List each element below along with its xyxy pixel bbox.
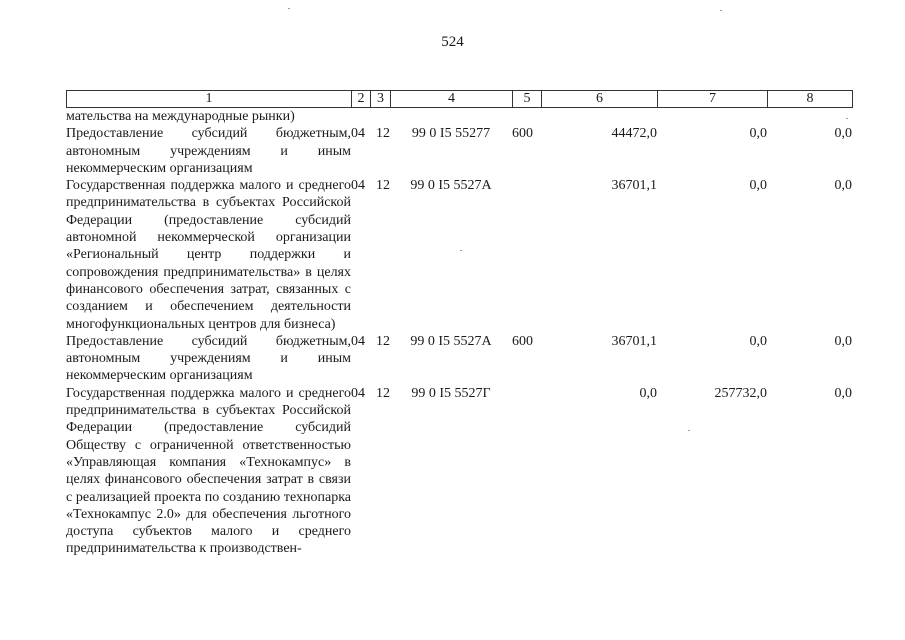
- row-section-code: 04: [351, 385, 365, 401]
- row-expense-type: [512, 385, 541, 558]
- row-amount-6: 0,0: [639, 385, 657, 401]
- table-row: [66, 385, 852, 558]
- row-expense-type: [512, 108, 541, 125]
- row-amount-6: 44472,0: [611, 126, 657, 142]
- scan-speck: [720, 10, 722, 11]
- row-amount-8: 0,0: [834, 178, 852, 194]
- row-description: Государственная поддержка малого и среднего предпринимательства в субъектах Российской Федерации (предоставление субсидий автономной некоммерческой организации «Региональный центр поддержки и сопровождения предпринимательства» в целях финансового обеспечения затрат, связанных с созданием и обеспечением деятельности многофункциональных центров для бизнеса): [66, 178, 351, 332]
- row-description: мательства на международные рынки): [66, 109, 295, 124]
- page-number: 524: [441, 34, 464, 50]
- table-row: [66, 333, 852, 385]
- row-amount-6: 36701,1: [611, 333, 657, 349]
- row-amount-7: 257732,0: [714, 385, 767, 401]
- row-description: Государственная поддержка малого и среднего предпринимательства в субъектах Российской Федерации (предоставление субсидий Обществу с ограниченной ответственностью «Управляющая компания «Технокампус» в целях финансового обеспечения затрат в связи с реализацией проекта по созданию технопарка «Технокампус 2.0» для обеспечения льготного доступа субъектов малого и среднего предпринимательства к производствен-: [66, 385, 351, 557]
- row-subsection-code: 12: [376, 333, 390, 349]
- row-section-code: 04: [351, 126, 365, 142]
- row-subsection-code: 12: [376, 178, 390, 194]
- row-amount-8: [767, 108, 852, 125]
- row-expense-type: 600: [512, 333, 533, 349]
- row-amount-8: 0,0: [834, 385, 852, 401]
- header-col-4: 4: [391, 91, 513, 108]
- row-amount-7: [657, 108, 767, 125]
- row-target-article: [390, 108, 512, 125]
- row-target-article: 99 0 I5 5527А: [410, 333, 492, 349]
- row-description: Предоставление субсидий бюджетным, автономным учреждениям и иным некоммерческим организациям: [66, 333, 351, 384]
- row-amount-6: [541, 108, 657, 125]
- row-expense-type: [512, 177, 541, 333]
- row-target-article: 99 0 I5 55277: [411, 126, 491, 142]
- row-section-code: [351, 108, 370, 125]
- scan-speck: [460, 250, 462, 251]
- header-col-8: 8: [768, 91, 853, 108]
- scan-speck: [846, 118, 848, 119]
- row-section-code: 04: [351, 178, 365, 194]
- scan-speck: [688, 430, 690, 431]
- header-col-6: 6: [542, 91, 658, 108]
- row-amount-8: 0,0: [834, 126, 852, 142]
- row-target-article: 99 0 I5 5527Г: [411, 385, 491, 401]
- row-amount-6: 36701,1: [611, 178, 657, 194]
- header-col-2: 2: [352, 91, 371, 108]
- table-row: [66, 125, 852, 177]
- row-subsection-code: [370, 108, 390, 125]
- row-amount-7: 0,0: [749, 126, 767, 142]
- scan-speck: [288, 8, 290, 9]
- header-col-1: 1: [67, 91, 352, 108]
- column-header-row: [66, 90, 853, 108]
- row-target-article: 99 0 I5 5527А: [410, 178, 492, 194]
- row-section-code: 04: [351, 333, 365, 349]
- header-col-3: 3: [371, 91, 391, 108]
- header-col-5: 5: [513, 91, 542, 108]
- row-subsection-code: 12: [376, 126, 390, 142]
- table-row: [66, 177, 852, 333]
- row-expense-type: 600: [512, 126, 533, 142]
- row-amount-7: 0,0: [749, 178, 767, 194]
- row-amount-7: 0,0: [749, 333, 767, 349]
- budget-table: [66, 108, 852, 558]
- row-subsection-code: 12: [376, 385, 390, 401]
- table-row: [66, 108, 852, 125]
- header-col-7: 7: [658, 91, 768, 108]
- row-description: Предоставление субсидий бюджетным, автономным учреждениям и иным некоммерческим организациям: [66, 126, 351, 176]
- row-amount-8: 0,0: [834, 333, 852, 349]
